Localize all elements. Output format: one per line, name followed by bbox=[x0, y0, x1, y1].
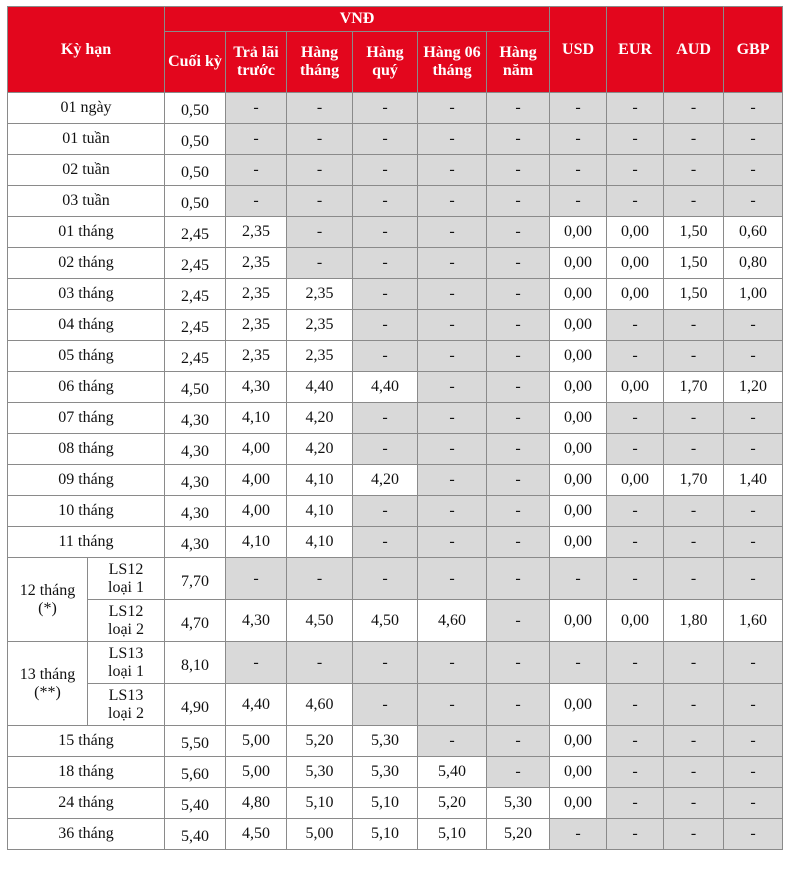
term-header: Kỳ hạn bbox=[8, 7, 165, 93]
rate-cell: - bbox=[724, 124, 783, 155]
rate-cell: 1,40 bbox=[724, 465, 783, 496]
rate-cell: 4,00 bbox=[226, 496, 287, 527]
col-header-semiannual: Hàng 06 tháng bbox=[418, 32, 487, 93]
rate-cell: 4,30 bbox=[226, 600, 287, 642]
rate-cell: 4,10 bbox=[226, 403, 287, 434]
rate-cell: 5,30 bbox=[287, 757, 353, 788]
rate-cell: - bbox=[724, 186, 783, 217]
rate-cell: - bbox=[550, 186, 607, 217]
rate-cell: - bbox=[287, 186, 353, 217]
rate-cell: 4,30 bbox=[165, 434, 226, 465]
rate-cell: 0,80 bbox=[724, 248, 783, 279]
rate-cell: - bbox=[664, 341, 724, 372]
rate-cell: 5,40 bbox=[165, 819, 226, 850]
rate-cell: 2,35 bbox=[226, 248, 287, 279]
rate-cell: - bbox=[418, 496, 487, 527]
rate-cell: - bbox=[664, 434, 724, 465]
rate-cell: 5,30 bbox=[353, 757, 418, 788]
term-cell: 04 tháng bbox=[8, 310, 165, 341]
rate-cell: - bbox=[418, 642, 487, 684]
rate-cell: - bbox=[664, 496, 724, 527]
table-row bbox=[8, 600, 783, 642]
rate-cell: - bbox=[226, 93, 287, 124]
rate-cell: - bbox=[607, 788, 664, 819]
rate-cell: 0,00 bbox=[550, 217, 607, 248]
rate-cell: 1,80 bbox=[664, 600, 724, 642]
term-cell: 11 tháng bbox=[8, 527, 165, 558]
table-row bbox=[8, 757, 783, 788]
rate-cell: - bbox=[487, 186, 550, 217]
rate-cell: 4,20 bbox=[287, 403, 353, 434]
rate-cell: 1,20 bbox=[724, 372, 783, 403]
rate-cell: - bbox=[418, 93, 487, 124]
group-term-label: 13 tháng bbox=[19, 665, 76, 683]
group-term-note: (*) bbox=[38, 599, 57, 617]
rate-cell: - bbox=[664, 757, 724, 788]
rate-cell: 4,60 bbox=[418, 600, 487, 642]
rate-cell: - bbox=[664, 155, 724, 186]
rate-cell: - bbox=[664, 186, 724, 217]
rate-cell: - bbox=[487, 341, 550, 372]
rate-cell: 4,20 bbox=[287, 434, 353, 465]
rate-cell: - bbox=[487, 248, 550, 279]
rate-cell: - bbox=[226, 155, 287, 186]
rate-cell: - bbox=[607, 684, 664, 726]
rate-cell: - bbox=[724, 819, 783, 850]
table-row bbox=[8, 217, 783, 248]
rate-cell: - bbox=[487, 372, 550, 403]
rate-cell: - bbox=[607, 496, 664, 527]
rate-cell: 4,40 bbox=[226, 684, 287, 726]
rate-cell: - bbox=[607, 341, 664, 372]
rate-cell: - bbox=[550, 819, 607, 850]
rate-cell: - bbox=[226, 642, 287, 684]
rate-cell: - bbox=[664, 93, 724, 124]
rate-cell: - bbox=[418, 248, 487, 279]
term-cell: 03 tháng bbox=[8, 279, 165, 310]
rate-cell: - bbox=[418, 341, 487, 372]
rate-cell: 4,40 bbox=[287, 372, 353, 403]
rate-cell: - bbox=[353, 527, 418, 558]
rate-cell: 0,50 bbox=[165, 124, 226, 155]
rate-cell: - bbox=[353, 642, 418, 684]
rate-cell: 4,00 bbox=[226, 434, 287, 465]
rate-cell: 4,70 bbox=[165, 600, 226, 642]
rate-cell: - bbox=[353, 310, 418, 341]
table-row bbox=[8, 788, 783, 819]
subterm-cell: LS13 loại 1 bbox=[88, 642, 165, 684]
rate-cell: - bbox=[487, 124, 550, 155]
rate-cell: - bbox=[607, 819, 664, 850]
rate-cell: 4,20 bbox=[353, 465, 418, 496]
rate-cell: 0,00 bbox=[607, 217, 664, 248]
rate-cell: 0,00 bbox=[550, 496, 607, 527]
rate-cell: - bbox=[487, 403, 550, 434]
rate-cell: - bbox=[724, 788, 783, 819]
rate-cell: - bbox=[550, 558, 607, 600]
rate-cell: - bbox=[487, 93, 550, 124]
rate-cell: 0,50 bbox=[165, 93, 226, 124]
table-row bbox=[8, 684, 783, 726]
rate-cell: - bbox=[353, 558, 418, 600]
table-row bbox=[8, 465, 783, 496]
table-row bbox=[8, 310, 783, 341]
rate-cell: 4,50 bbox=[226, 819, 287, 850]
rate-cell: 4,40 bbox=[353, 372, 418, 403]
rate-cell: 5,10 bbox=[418, 819, 487, 850]
rate-cell: - bbox=[226, 558, 287, 600]
col-header-prepaid: Trả lãi trước bbox=[226, 32, 287, 93]
term-cell: 24 tháng bbox=[8, 788, 165, 819]
term-cell: 36 tháng bbox=[8, 819, 165, 850]
rate-cell: - bbox=[724, 93, 783, 124]
rate-cell: 7,70 bbox=[165, 558, 226, 600]
rate-cell: 1,50 bbox=[664, 248, 724, 279]
rate-cell: 0,50 bbox=[165, 186, 226, 217]
term-cell: 10 tháng bbox=[8, 496, 165, 527]
rate-cell: - bbox=[418, 434, 487, 465]
rate-cell: 2,45 bbox=[165, 279, 226, 310]
term-cell: 02 tuần bbox=[8, 155, 165, 186]
group-term-cell bbox=[8, 642, 88, 726]
rate-cell: - bbox=[724, 155, 783, 186]
rate-cell: - bbox=[287, 558, 353, 600]
rate-cell: - bbox=[287, 217, 353, 248]
term-cell: 03 tuần bbox=[8, 186, 165, 217]
rate-cell: 4,60 bbox=[287, 684, 353, 726]
rate-cell: 4,50 bbox=[165, 372, 226, 403]
table-row bbox=[8, 341, 783, 372]
rate-cell: - bbox=[353, 186, 418, 217]
rate-cell: - bbox=[487, 527, 550, 558]
rate-cell: - bbox=[226, 186, 287, 217]
rate-cell: 5,30 bbox=[353, 726, 418, 757]
rate-cell: - bbox=[287, 93, 353, 124]
rate-cell: - bbox=[607, 558, 664, 600]
rate-cell: 0,00 bbox=[550, 310, 607, 341]
rate-cell: 4,50 bbox=[287, 600, 353, 642]
rate-cell: - bbox=[353, 279, 418, 310]
rate-cell: 2,45 bbox=[165, 217, 226, 248]
rate-cell: - bbox=[418, 372, 487, 403]
rate-cell: 1,70 bbox=[664, 372, 724, 403]
rate-cell: - bbox=[550, 93, 607, 124]
rate-cell: 2,35 bbox=[287, 310, 353, 341]
rate-cell: - bbox=[724, 403, 783, 434]
rate-cell: 1,70 bbox=[664, 465, 724, 496]
rate-cell: 0,50 bbox=[165, 155, 226, 186]
rate-cell: 2,35 bbox=[226, 217, 287, 248]
term-cell: 01 tuần bbox=[8, 124, 165, 155]
eur-header: EUR bbox=[607, 7, 664, 93]
rate-cell: 4,10 bbox=[287, 527, 353, 558]
rate-cell: 5,60 bbox=[165, 757, 226, 788]
rate-cell: - bbox=[724, 642, 783, 684]
rate-cell: - bbox=[418, 527, 487, 558]
vnd-group-header: VNĐ bbox=[165, 7, 550, 32]
rate-cell: - bbox=[607, 726, 664, 757]
rate-cell: 0,60 bbox=[724, 217, 783, 248]
rate-cell: 0,00 bbox=[607, 600, 664, 642]
rate-cell: 5,10 bbox=[353, 788, 418, 819]
table-row bbox=[8, 155, 783, 186]
rate-cell: - bbox=[418, 465, 487, 496]
rate-cell: - bbox=[353, 403, 418, 434]
rate-cell: - bbox=[353, 341, 418, 372]
rate-cell: - bbox=[353, 684, 418, 726]
rate-cell: - bbox=[664, 527, 724, 558]
rate-cell: 0,00 bbox=[550, 726, 607, 757]
rate-cell: 0,00 bbox=[550, 465, 607, 496]
rate-cell: 0,00 bbox=[550, 341, 607, 372]
rate-cell: 5,40 bbox=[418, 757, 487, 788]
rate-cell: - bbox=[664, 788, 724, 819]
rate-cell: 0,00 bbox=[607, 465, 664, 496]
rate-cell: - bbox=[418, 124, 487, 155]
table-row bbox=[8, 496, 783, 527]
rate-cell: - bbox=[607, 403, 664, 434]
rate-cell: - bbox=[287, 248, 353, 279]
table-row bbox=[8, 124, 783, 155]
rate-cell: 4,10 bbox=[287, 496, 353, 527]
rate-cell: 1,50 bbox=[664, 217, 724, 248]
table-body bbox=[8, 93, 783, 850]
rate-cell: 1,00 bbox=[724, 279, 783, 310]
rate-cell: - bbox=[418, 186, 487, 217]
rate-cell: - bbox=[418, 403, 487, 434]
term-cell: 09 tháng bbox=[8, 465, 165, 496]
rate-cell: 5,20 bbox=[287, 726, 353, 757]
rate-cell: - bbox=[724, 558, 783, 600]
rate-cell: - bbox=[724, 527, 783, 558]
rate-cell: 5,30 bbox=[487, 788, 550, 819]
rate-cell: 5,50 bbox=[165, 726, 226, 757]
table-row bbox=[8, 248, 783, 279]
term-cell: 01 tháng bbox=[8, 217, 165, 248]
rate-cell: - bbox=[607, 93, 664, 124]
subterm-cell: LS12 loại 2 bbox=[88, 600, 165, 642]
table-row bbox=[8, 558, 783, 600]
rate-cell: - bbox=[607, 310, 664, 341]
term-cell: 05 tháng bbox=[8, 341, 165, 372]
rate-cell: - bbox=[550, 155, 607, 186]
rate-cell: - bbox=[353, 93, 418, 124]
rate-cell: - bbox=[353, 124, 418, 155]
rate-cell: - bbox=[287, 124, 353, 155]
rate-cell: 4,50 bbox=[353, 600, 418, 642]
rate-cell: 4,30 bbox=[165, 465, 226, 496]
rate-cell: - bbox=[607, 434, 664, 465]
rate-cell: 5,10 bbox=[353, 819, 418, 850]
rate-cell: - bbox=[487, 279, 550, 310]
aud-header: AUD bbox=[664, 7, 724, 93]
rate-cell: - bbox=[353, 248, 418, 279]
rate-cell: 0,00 bbox=[550, 757, 607, 788]
rate-cell: 0,00 bbox=[607, 372, 664, 403]
table-row bbox=[8, 527, 783, 558]
rate-cell: - bbox=[664, 403, 724, 434]
rate-cell: - bbox=[607, 155, 664, 186]
rate-cell: - bbox=[664, 819, 724, 850]
rate-cell: 4,80 bbox=[226, 788, 287, 819]
rate-cell: - bbox=[550, 124, 607, 155]
rate-cell: - bbox=[487, 465, 550, 496]
table-row bbox=[8, 726, 783, 757]
rate-cell: - bbox=[353, 217, 418, 248]
rate-cell: 5,40 bbox=[165, 788, 226, 819]
rate-cell: 1,60 bbox=[724, 600, 783, 642]
rate-cell: - bbox=[487, 155, 550, 186]
rate-cell: 4,10 bbox=[287, 465, 353, 496]
rate-cell: - bbox=[487, 310, 550, 341]
rate-cell: - bbox=[487, 642, 550, 684]
rate-cell: - bbox=[418, 726, 487, 757]
table-row bbox=[8, 819, 783, 850]
table-row bbox=[8, 186, 783, 217]
rate-cell: 0,00 bbox=[550, 372, 607, 403]
group-term-label: 12 tháng bbox=[19, 581, 76, 599]
subterm-cell: LS12 loại 1 bbox=[88, 558, 165, 600]
rate-cell: - bbox=[724, 434, 783, 465]
rate-cell: - bbox=[724, 496, 783, 527]
rate-cell: - bbox=[487, 217, 550, 248]
rate-cell: 0,00 bbox=[607, 248, 664, 279]
term-cell: 02 tháng bbox=[8, 248, 165, 279]
rate-cell: - bbox=[487, 558, 550, 600]
term-cell: 01 ngày bbox=[8, 93, 165, 124]
usd-header: USD bbox=[550, 7, 607, 93]
rate-cell: 4,00 bbox=[226, 465, 287, 496]
term-cell: 06 tháng bbox=[8, 372, 165, 403]
rate-cell: - bbox=[664, 726, 724, 757]
rate-cell: 2,35 bbox=[287, 341, 353, 372]
rate-cell: - bbox=[487, 726, 550, 757]
rate-cell: - bbox=[226, 124, 287, 155]
rate-cell: 2,35 bbox=[226, 310, 287, 341]
rate-cell: 2,45 bbox=[165, 341, 226, 372]
rate-cell: - bbox=[724, 726, 783, 757]
rate-cell: - bbox=[353, 496, 418, 527]
rate-cell: - bbox=[418, 558, 487, 600]
rate-cell: 2,35 bbox=[287, 279, 353, 310]
term-cell: 18 tháng bbox=[8, 757, 165, 788]
rate-cell: - bbox=[418, 310, 487, 341]
interest-rate-table bbox=[7, 6, 783, 850]
rate-cell: - bbox=[607, 186, 664, 217]
rate-cell: - bbox=[353, 155, 418, 186]
rate-cell: 8,10 bbox=[165, 642, 226, 684]
table-row bbox=[8, 403, 783, 434]
rate-cell: 0,00 bbox=[550, 527, 607, 558]
rate-cell: 0,00 bbox=[550, 403, 607, 434]
term-cell: 08 tháng bbox=[8, 434, 165, 465]
rate-cell: - bbox=[353, 434, 418, 465]
group-term-note: (**) bbox=[34, 683, 61, 701]
col-header-monthly: Hàng tháng bbox=[287, 32, 353, 93]
table-row bbox=[8, 434, 783, 465]
term-cell: 15 tháng bbox=[8, 726, 165, 757]
rate-cell: 5,00 bbox=[287, 819, 353, 850]
subterm-cell: LS13 loại 2 bbox=[88, 684, 165, 726]
rate-cell: 0,00 bbox=[550, 788, 607, 819]
rate-cell: - bbox=[724, 684, 783, 726]
rate-cell: 5,20 bbox=[487, 819, 550, 850]
rate-cell: - bbox=[664, 558, 724, 600]
rate-cell: 1,50 bbox=[664, 279, 724, 310]
rate-cell: - bbox=[287, 642, 353, 684]
rate-cell: 4,30 bbox=[226, 372, 287, 403]
rate-cell: 2,45 bbox=[165, 310, 226, 341]
rate-cell: 4,30 bbox=[165, 527, 226, 558]
rate-cell: 0,00 bbox=[550, 248, 607, 279]
rate-cell: 0,00 bbox=[550, 434, 607, 465]
rate-cell: 0,00 bbox=[550, 600, 607, 642]
rate-cell: - bbox=[418, 217, 487, 248]
rate-cell: - bbox=[724, 310, 783, 341]
rate-cell: 5,20 bbox=[418, 788, 487, 819]
rate-cell: 5,00 bbox=[226, 757, 287, 788]
rate-cell: 4,90 bbox=[165, 684, 226, 726]
rate-cell: - bbox=[418, 279, 487, 310]
table-row bbox=[8, 372, 783, 403]
rate-cell: - bbox=[664, 310, 724, 341]
rate-cell: - bbox=[487, 757, 550, 788]
rate-cell: 2,35 bbox=[226, 279, 287, 310]
gbp-header: GBP bbox=[724, 7, 783, 93]
rate-cell: - bbox=[287, 155, 353, 186]
rate-cell: - bbox=[664, 124, 724, 155]
rate-cell: - bbox=[607, 642, 664, 684]
rate-cell: 5,10 bbox=[287, 788, 353, 819]
rate-cell: - bbox=[487, 496, 550, 527]
table-row bbox=[8, 279, 783, 310]
rate-cell: 0,00 bbox=[550, 279, 607, 310]
rate-cell: - bbox=[724, 341, 783, 372]
rate-cell: - bbox=[487, 600, 550, 642]
rate-cell: - bbox=[418, 155, 487, 186]
col-header-annual: Hàng năm bbox=[487, 32, 550, 93]
rate-cell: 2,45 bbox=[165, 248, 226, 279]
group-term-cell bbox=[8, 558, 88, 642]
rate-cell: - bbox=[550, 642, 607, 684]
rate-cell: - bbox=[418, 684, 487, 726]
rate-cell: - bbox=[487, 434, 550, 465]
rate-cell: - bbox=[487, 684, 550, 726]
rate-cell: - bbox=[724, 757, 783, 788]
table-row bbox=[8, 642, 783, 684]
rate-cell: - bbox=[664, 642, 724, 684]
col-header-end-of-term: Cuối kỳ bbox=[165, 32, 226, 93]
rate-cell: 4,10 bbox=[226, 527, 287, 558]
rate-cell: - bbox=[664, 684, 724, 726]
rate-cell: 5,00 bbox=[226, 726, 287, 757]
rate-cell: 4,30 bbox=[165, 403, 226, 434]
rate-cell: - bbox=[607, 527, 664, 558]
rate-cell: 2,35 bbox=[226, 341, 287, 372]
rate-cell: 4,30 bbox=[165, 496, 226, 527]
table-row bbox=[8, 93, 783, 124]
rate-cell: - bbox=[607, 124, 664, 155]
term-cell: 07 tháng bbox=[8, 403, 165, 434]
rate-cell: - bbox=[607, 757, 664, 788]
rate-cell: 0,00 bbox=[550, 684, 607, 726]
rate-cell: 0,00 bbox=[607, 279, 664, 310]
col-header-quarterly: Hàng quý bbox=[353, 32, 418, 93]
